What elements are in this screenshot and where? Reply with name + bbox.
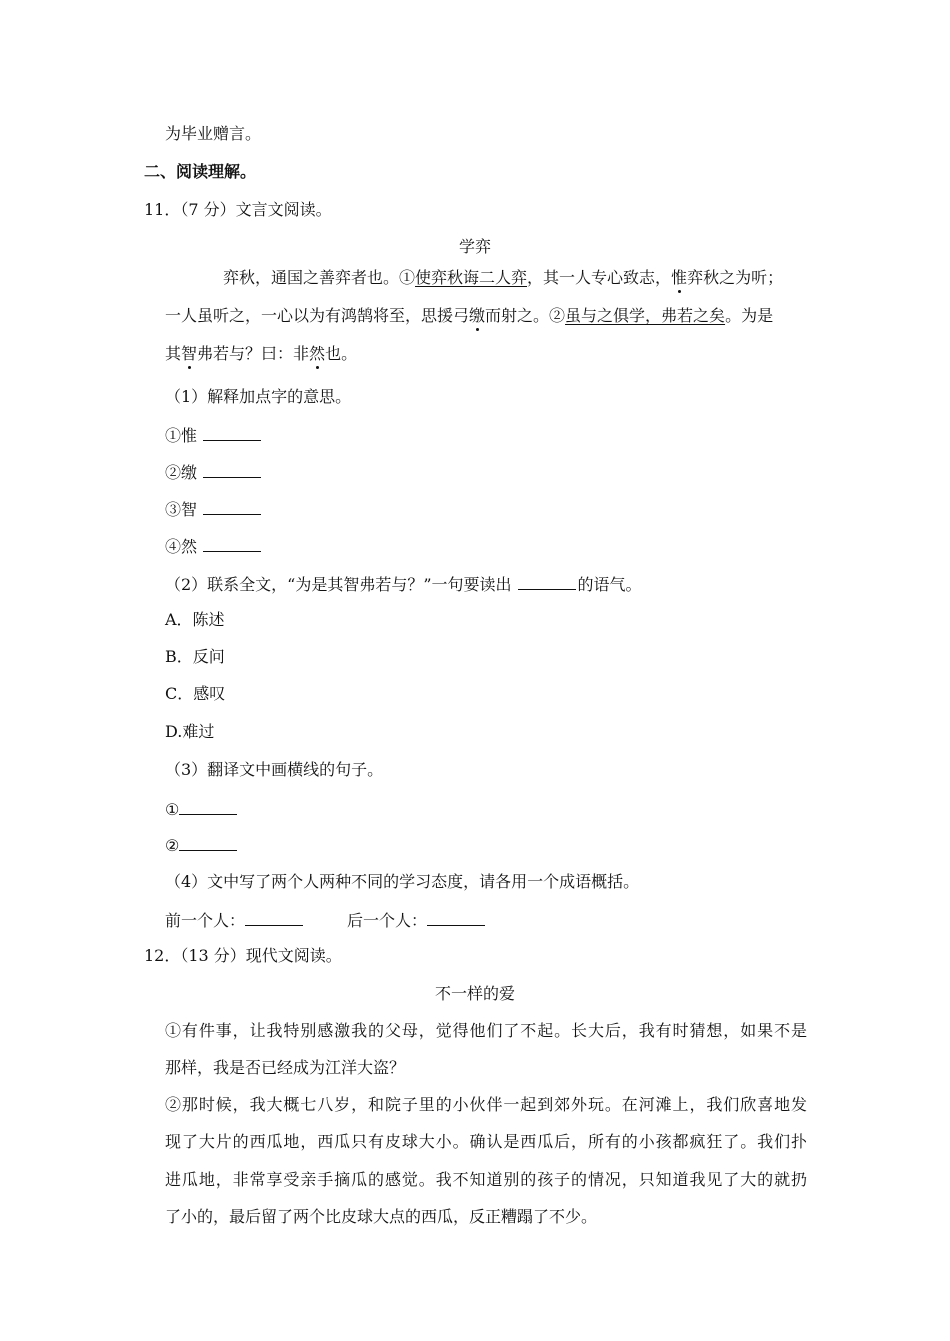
q11-idiom-answers: [165, 909, 485, 931]
answer-blank[interactable]: [427, 909, 485, 926]
item-label: ②: [165, 836, 180, 855]
option-c[interactable]: C．感叹: [165, 684, 226, 703]
answer-blank[interactable]: [179, 834, 237, 851]
q11-word-1: [165, 424, 261, 446]
answer-blank[interactable]: [518, 573, 576, 590]
dotted-char: 惟: [671, 268, 688, 287]
q11-sub3: （3）翻译文中画横线的句子。: [165, 760, 384, 779]
back-person-label: 后一个人：: [347, 911, 428, 930]
word-label: ②缴: [165, 463, 198, 482]
word-label: ④然: [165, 537, 198, 556]
answer-blank[interactable]: [203, 535, 261, 552]
q11-sub4: （4）文中写了两个人两种不同的学习态度，请各用一个成语概括。: [165, 872, 640, 891]
answer-blank[interactable]: [203, 424, 261, 441]
dotted-char: 智: [181, 344, 198, 363]
word-label: ③智: [165, 500, 198, 519]
q12-line-6: 了小的，最后留了两个比皮球大点的西瓜，反正糟蹋了不少。: [165, 1207, 598, 1226]
q12-passage-title: 不一样的爱: [434, 984, 515, 1003]
continuation-text: 为毕业赠言。: [165, 124, 262, 143]
text-run: 弈秋，通国之善弈者也。①: [223, 268, 416, 287]
q12-line-5: 进瓜地，非常享受亲手摘瓜的感觉。我不知道别的孩子的情况，只知道我见了大的就扔: [165, 1170, 807, 1189]
front-person-label: 前一个人：: [165, 911, 246, 930]
text-run: （2）联系全文，“为是其智弗若与？”一句要读出: [165, 575, 512, 594]
answer-blank[interactable]: [203, 498, 261, 515]
section-title: 二、阅读理解。: [144, 162, 257, 181]
q11-header: 11．（7 分）文言文阅读。: [144, 200, 332, 219]
word-label: ①惟: [165, 426, 198, 445]
q11-word-4: [165, 535, 261, 557]
underlined-sentence-2: 虽与之俱学，弗若之矣: [565, 306, 726, 325]
q12-line-3: ②那时候，我大概七八岁，和院子里的小伙伴一起到郊外玩。在河滩上，我们欣喜地发: [165, 1095, 807, 1114]
text-run: 其: [165, 344, 182, 363]
q12-line-2: 那样，我是否已经成为江洋大盗？: [165, 1058, 406, 1077]
option-a[interactable]: A．陈述: [165, 610, 225, 629]
text-run: ，其一人专心致志，: [527, 268, 672, 287]
q12-line-4: 现了大片的西瓜地，西瓜只有皮球大小。确认是西瓜后，所有的小孩都疯狂了。我们扑: [165, 1132, 807, 1151]
text-run: 弈秋之为听；: [687, 268, 784, 287]
underlined-sentence-1: 使弈秋诲二人弈: [415, 268, 528, 287]
q11-passage-line-3: [165, 344, 357, 364]
text-run: 。为是: [725, 306, 774, 325]
q11-translate-2: [165, 834, 237, 856]
answer-blank[interactable]: [203, 461, 261, 478]
text-run: 一人虽听之，一心以为有鸿鹄将至，思援弓: [165, 306, 470, 325]
text-run: 而射之。②: [485, 306, 566, 325]
q12-header: 12．（13 分）现代文阅读。: [144, 946, 342, 965]
q11-sub2: [165, 573, 642, 595]
q11-word-3: [165, 498, 261, 520]
answer-blank[interactable]: [179, 798, 237, 815]
q11-word-2: [165, 461, 261, 483]
q11-sub1: （1）解释加点字的意思。: [165, 387, 352, 406]
q12-line-1: ①有件事，让我特别感激我的父母，觉得他们了不起。长大后，我有时猜想，如果不是: [165, 1021, 807, 1040]
item-label: ①: [165, 800, 180, 819]
option-b[interactable]: B．反问: [165, 647, 225, 666]
option-d[interactable]: D.难过: [165, 722, 215, 741]
q11-passage-line-1: [223, 268, 783, 288]
text-run: 弗若与？曰：非: [197, 344, 310, 363]
dotted-char: 然: [309, 344, 326, 363]
answer-blank[interactable]: [245, 909, 303, 926]
text-run: 也。: [325, 344, 358, 363]
q11-translate-1: [165, 798, 237, 820]
q11-passage-line-2: [165, 306, 773, 326]
q11-passage-title: 学弈: [458, 237, 491, 256]
text-run: 的语气。: [577, 575, 642, 594]
dotted-char: 缴: [469, 306, 486, 325]
